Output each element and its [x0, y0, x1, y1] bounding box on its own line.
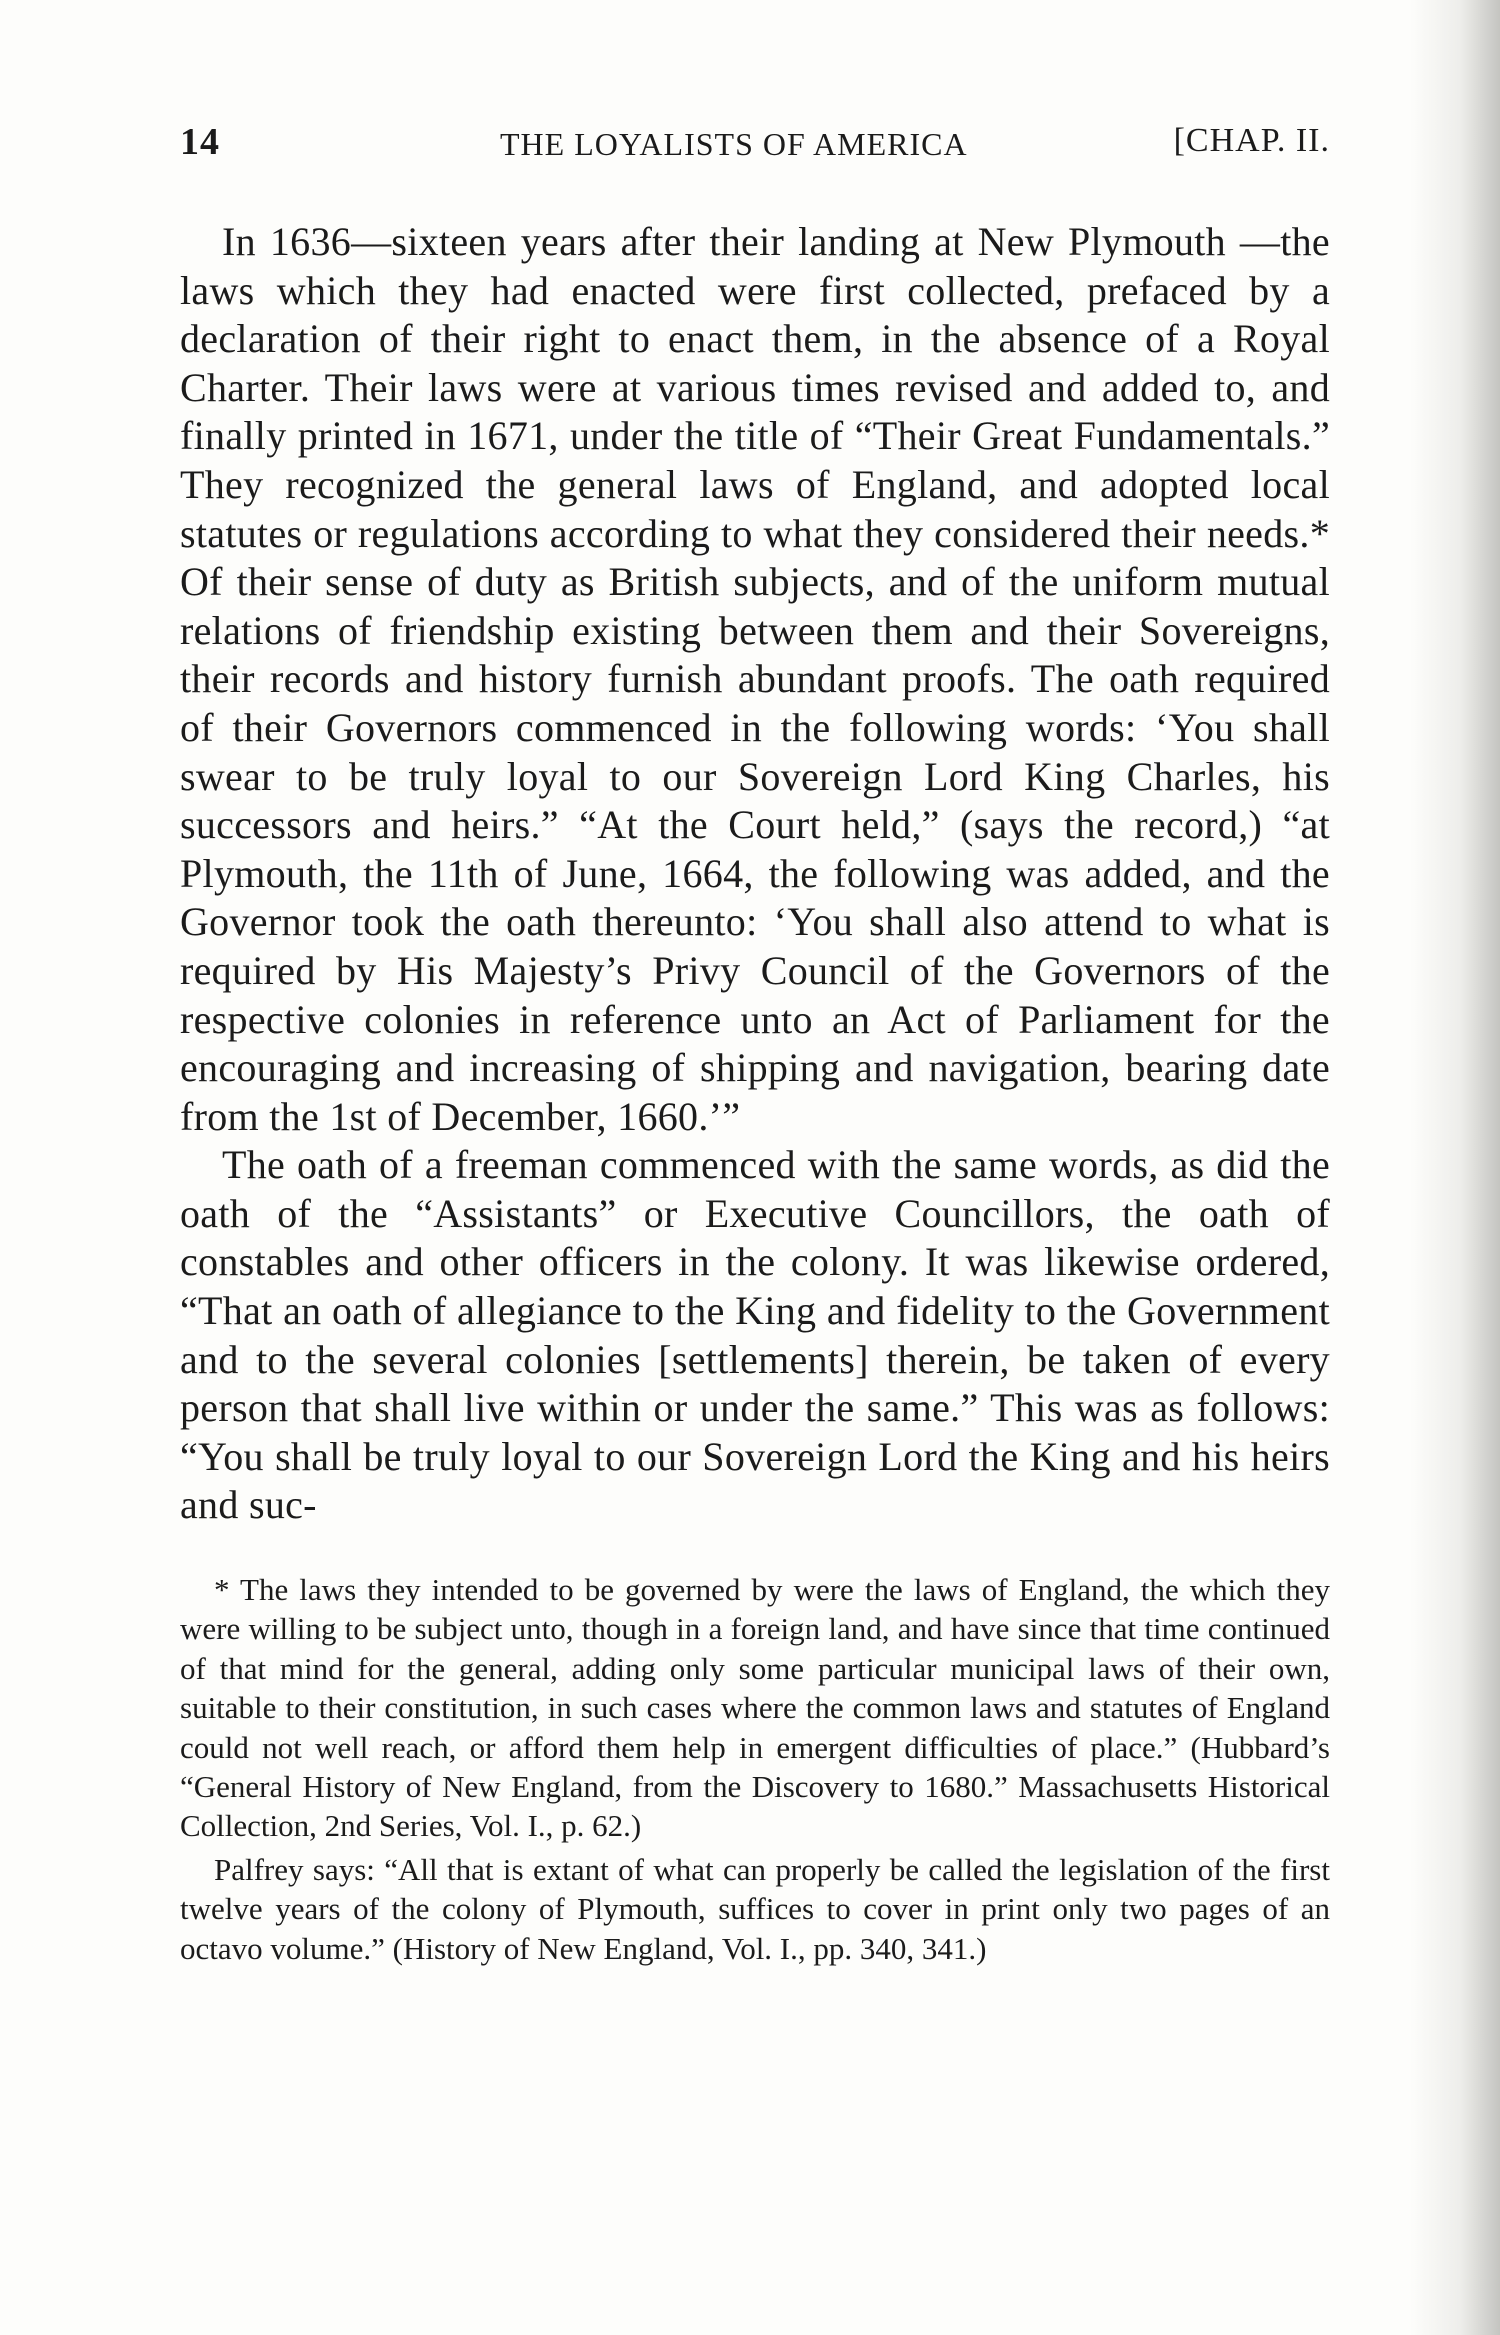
running-title: THE LOYALISTS OF AMERICA	[500, 126, 968, 162]
page-edge-shadow	[1410, 0, 1500, 2335]
footnote-2: Palfrey says: “All that is extant of what can properly be called the legislation of the first twelve years of the colony of Plymouth, suffices to cover in print only two pages of an octavo volume.” (History of New England, Vol. I., pp. 340, 341.)	[180, 1851, 1330, 1966]
body-paragraph-2: The oath of a freeman commenced with the same words, as did the oath of the “Assistants” or Executive Councillors, the oath of constables and other officers in the colony. It was likewise ordered, “That an oath of allegiance to the King and fidelity to the Government and to the several colonies [settlements] therein, be taken of every person that shall live within or under the same.” This was as follows: “You shall be truly loyal to our Sovereign Lord the King and his heirs and suc-	[180, 1142, 1330, 1528]
book-page	[180, 120, 1330, 1968]
footnotes	[180, 1570, 1330, 1968]
running-head	[180, 120, 1330, 180]
chapter-label: [CHAP. II.	[1173, 122, 1330, 159]
footnote-1: * The laws they intended to be governed by were the laws of England, the which they were willing to be subject unto, though in a foreign land, and have since that time continued of that mind for the general, adding only some particular municipal laws of their own, suitable to their constitution, in such cases where the common laws and statutes of England could not well reach, or afford them help in emergent difficulties of place.” (Hubbard’s “General History of New England, from the Discovery to 1680.” Massachusetts Historical Collection, 2nd Series, Vol. I., p. 62.)	[180, 1572, 1330, 1844]
body-paragraph-1: In 1636—sixteen years after their landing at New Plymouth —the laws which they had enacted were first collected, prefaced by a declaration of their right to enact them, in the absence of a Royal Charter. Their laws were at various times revised and added to, and finally printed in 1671, under the title of “Their Great Fundamentals.” They recognized the general laws of England, and adopted local statutes or regulations according to what they considered their needs.* Of their sense of duty as British subjects, and of the uniform mutual relations of friendship existing between them and their Sovereigns, their records and history furnish abundant proofs. The oath required of their Governors commenced in the following words: ‘You shall swear to be truly loyal to our Sovereign Lord King Charles, his successors and heirs.” “At the Court held,” (says the record,) “at Plymouth, the 11th of June, 1664, the following was added, and the Governor took the oath thereunto: ‘You shall also attend to what is required by His Majesty’s Privy Council of the Governors of the respective colonies in reference unto an Act of Parliament for the encouraging and increasing of shipping and navigation, bearing date from the 1st of December, 1660.’”	[180, 219, 1330, 1139]
body-text	[180, 218, 1330, 1530]
page-number: 14	[180, 121, 220, 163]
